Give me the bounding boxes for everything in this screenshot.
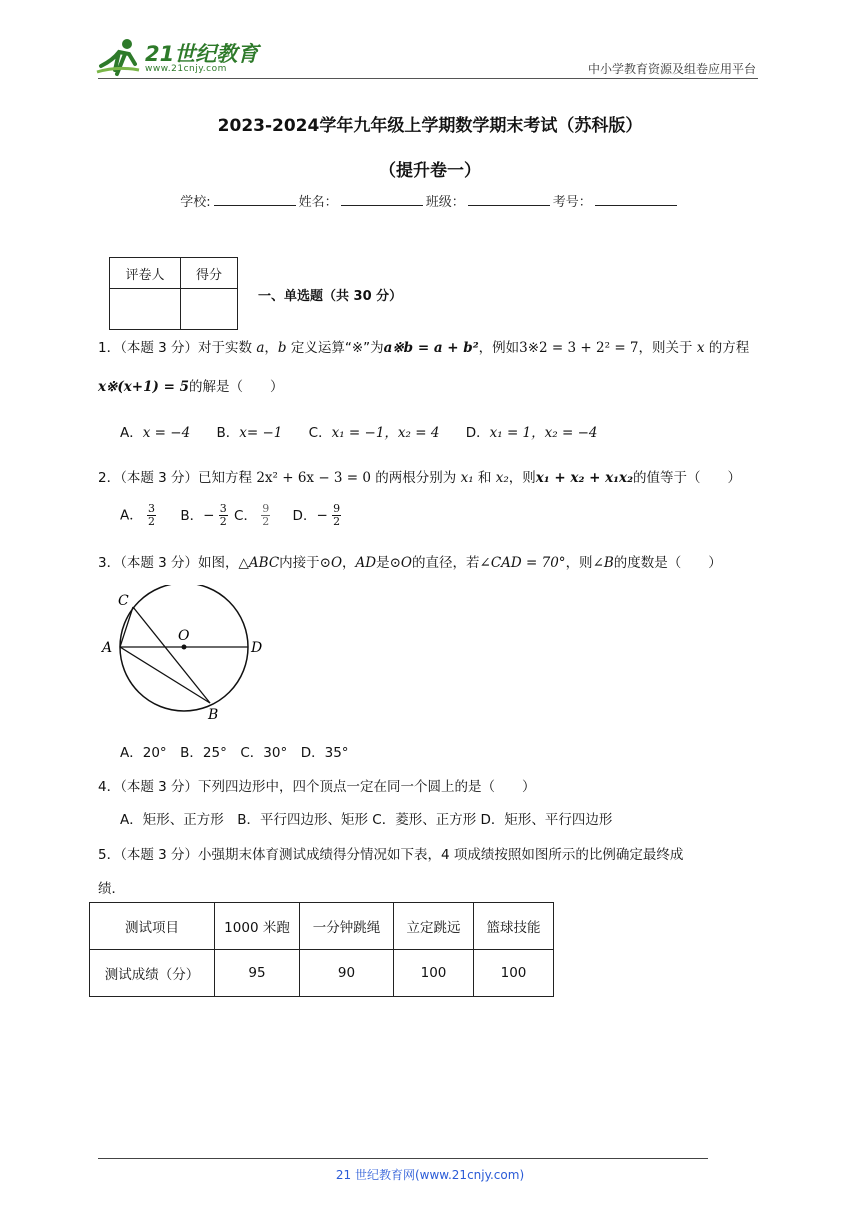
segment-cb [133, 607, 210, 703]
q3-comma: ， [342, 555, 356, 571]
class-field[interactable] [468, 193, 550, 206]
q3-circle-2: ⊙O [389, 555, 413, 571]
table-header-cell: 测试项目 [90, 903, 215, 950]
center-point [182, 645, 187, 650]
logo-url: www.21cnjy.com [145, 64, 227, 74]
q2-option-b-label[interactable]: B． [180, 507, 204, 524]
q1-ask: ，则关于 [638, 340, 693, 356]
question-2-options [120, 503, 341, 528]
q1-ask2: 的方程 [704, 340, 750, 356]
label-o: O [178, 628, 190, 644]
q2-d-sign: − [316, 507, 328, 524]
logo [95, 36, 265, 78]
table-cell: 100 [474, 950, 554, 997]
name-label: 姓名： [298, 195, 338, 210]
q2-b-num: 3 [219, 502, 227, 515]
q2-c-den: 2 [262, 515, 270, 528]
q1-stem: 1．（本题 3 分）对于实数 [98, 340, 253, 356]
q2-mid: 的两根分别为 [375, 470, 457, 486]
q1-var-a: a [256, 340, 265, 356]
q3-ad: AD [355, 555, 377, 571]
q1-option-d-label[interactable]: D． [465, 425, 490, 441]
grader-header: 评卷人 [110, 258, 181, 289]
q2-option-d[interactable] [332, 503, 341, 528]
segment-ac [120, 607, 133, 647]
number-label: 考号： [552, 195, 592, 210]
q1-var-b: b [277, 340, 287, 356]
q1-option-c[interactable]: x₁ = −1，x₂ = 4 [331, 425, 440, 441]
q1-comma: ， [264, 340, 278, 356]
question-3-stem [98, 551, 722, 571]
q2-option-c[interactable] [261, 503, 270, 528]
table-row-label: 测试成绩（分） [90, 950, 215, 997]
q3-tail: 的度数是（ ） [613, 555, 722, 571]
q1-example: 3※2 = 3 + 2² = 7 [519, 340, 639, 356]
table-header-cell: 篮球技能 [474, 903, 554, 950]
q2-option-a-label[interactable]: A． [120, 507, 143, 524]
student-info-line [0, 191, 860, 210]
logo-text: 21世纪教育 [145, 42, 259, 66]
question-1-options [120, 421, 597, 441]
q2-option-a[interactable] [147, 503, 156, 528]
q1-option-d[interactable]: x₁ = 1，x₂ = −4 [489, 425, 598, 441]
q1-var-x: x [696, 340, 705, 356]
q3-stem: 3．（本题 3 分）如图， [98, 555, 239, 571]
q3-triangle: △ABC [238, 555, 280, 571]
table-cell: 100 [394, 950, 474, 997]
grader-cell [110, 289, 181, 330]
q1-tail: 的解是（ ） [189, 379, 284, 395]
q2-d-num: 9 [333, 502, 341, 515]
page-title: 2023-2024学年九年级上学期数学期末考试（苏科版） [217, 116, 643, 136]
q2-then: ，则 [508, 470, 536, 486]
q2-x2: x₂ [495, 470, 509, 486]
school-label: 学校: [180, 195, 211, 210]
header-divider [98, 78, 758, 79]
label-a: A [102, 640, 113, 656]
question-2-stem [98, 466, 741, 486]
q3-mid3: 的直径，若 [412, 555, 480, 571]
label-b: B [208, 707, 219, 723]
label-d: D [251, 640, 263, 656]
q2-and: 和 [477, 470, 492, 486]
footer-divider [98, 1158, 708, 1159]
q2-tail: 的值等于（ ） [633, 470, 742, 486]
question-5-line-1: 5．（本题 3 分）小强期末体育测试成绩得分情况如下表，4 项成绩按照如图所示的比例确定最终成 [98, 847, 684, 863]
header-platform-text: 中小学教育资源及组卷应用平台 [587, 62, 756, 76]
footer-link[interactable]: 21 世纪教育网(www.21cnjy.com) [335, 1168, 525, 1182]
q2-option-c-label[interactable]: C． [234, 507, 257, 524]
q2-option-d-label[interactable]: D． [292, 507, 317, 524]
table-cell: 90 [300, 950, 394, 997]
section-title: 一、单选题（共 30 分） [258, 289, 403, 304]
q2-d-den: 2 [333, 515, 341, 528]
q2-equation: 2x² + 6x − 3 = 0 [256, 470, 371, 486]
table-header-cell: 立定跳远 [394, 903, 474, 950]
segment-ab [120, 647, 210, 703]
question-1-line-2 [98, 375, 284, 395]
q3-circle: ⊙O [319, 555, 343, 571]
q2-a-num: 3 [148, 502, 156, 515]
q2-option-b[interactable] [219, 503, 228, 528]
q2-c-num: 9 [262, 502, 270, 515]
q2-expr: x₁ + x₂ + x₁x₂ [535, 470, 634, 486]
q1-def: 定义运算“※”为 [286, 340, 384, 356]
table-header-cell: 1000 米跑 [215, 903, 300, 950]
circle-diagram [98, 585, 278, 725]
q1-option-a-label[interactable]: A． [120, 425, 143, 441]
q3-mid1: 内接于 [279, 555, 320, 571]
question-4-stem: 4．（本题 3 分）下列四边形中，四个顶点一定在同一个圆上的是（ ） [98, 779, 536, 795]
score-cell [181, 289, 238, 330]
q3-angle-b: ∠B [592, 555, 614, 571]
question-4-options[interactable]: A．矩形、正方形 B．平行四边形、矩形 C．菱形、正方形 D．矩形、平行四边形 [120, 812, 613, 828]
q1-option-b-label[interactable]: B． [216, 425, 240, 441]
number-field[interactable] [595, 193, 677, 206]
q2-b-den: 2 [219, 515, 227, 528]
table-cell: 95 [215, 950, 300, 997]
q2-x1: x₁ [460, 470, 474, 486]
school-field[interactable] [214, 193, 296, 206]
q2-a-den: 2 [148, 515, 156, 528]
q1-option-b[interactable]: x= −1 [239, 425, 283, 441]
page-subtitle: （提升卷一） [379, 161, 481, 181]
question-3-options[interactable]: A．20° B．25° C．30° D．35° [120, 745, 349, 761]
q2-b-sign: − [203, 507, 215, 524]
q1-eg: ，例如 [478, 340, 520, 356]
q2-stem: 2．（本题 3 分）已知方程 [98, 470, 253, 486]
q1-option-a[interactable]: x = −4 [142, 425, 191, 441]
grader-score-table [109, 257, 238, 330]
runner-logo-icon [95, 36, 143, 78]
q1-formula: a※b = a + b² [383, 340, 479, 356]
class-label: 班级： [425, 195, 465, 210]
label-c: C [118, 593, 129, 609]
table-header-cell: 一分钟跳绳 [300, 903, 394, 950]
q1-equation: x※(x+1) = 5 [98, 379, 189, 395]
q3-mid2: 是 [376, 555, 390, 571]
q3-mid4: ，则 [565, 555, 593, 571]
score-header: 得分 [181, 258, 238, 289]
name-field[interactable] [341, 193, 423, 206]
question-1-line-1 [98, 336, 749, 356]
q3-angle: ∠CAD = 70° [479, 555, 566, 571]
q1-option-c-label[interactable]: C． [308, 425, 332, 441]
question-5-line-2: 绩． [98, 881, 125, 897]
score-data-table [89, 902, 554, 997]
